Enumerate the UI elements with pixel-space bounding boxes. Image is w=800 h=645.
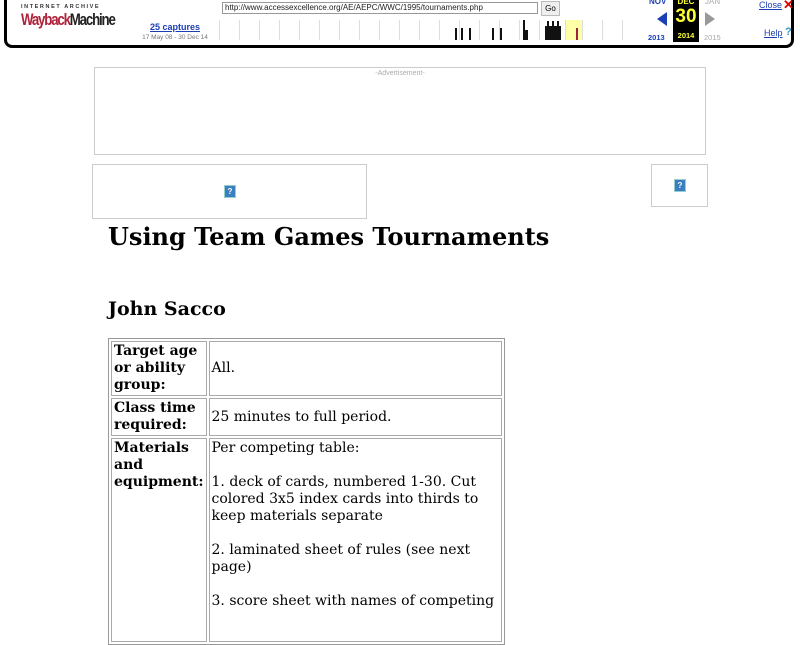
prev-year-label[interactable]: 2013 — [648, 33, 665, 42]
captures-link[interactable]: 25 captures — [149, 22, 201, 32]
current-day-label: 30 — [675, 6, 697, 27]
help-link[interactable]: Help — [764, 28, 783, 38]
row-value — [209, 438, 502, 642]
row-label: Class time required: — [111, 398, 207, 436]
materials-intro: Per competing table: — [211, 440, 360, 456]
current-capture-date — [673, 0, 699, 42]
ad-slot-right[interactable] — [651, 164, 708, 207]
row-label: Materials and equipment: — [111, 438, 207, 642]
close-link[interactable]: Close — [759, 0, 783, 10]
broken-image-icon: ? — [224, 185, 236, 198]
current-year-label: 2014 — [677, 31, 695, 40]
materials-item: 3. score sheet with names of competing — [211, 593, 495, 609]
prev-month-label[interactable]: NOV — [649, 0, 667, 6]
next-month-label: JAN — [705, 0, 721, 6]
table-row — [111, 438, 502, 642]
date-navigator — [645, 0, 731, 44]
author-name: John Sacco — [108, 298, 226, 320]
materials-item: 2. laminated sheet of rules (see next page) — [211, 542, 471, 575]
close-icon[interactable]: ✕ — [783, 0, 794, 12]
capture-timeline[interactable] — [219, 18, 643, 42]
materials-item: 1. deck of cards, numbered 1-30. Cut colored 3x5 index cards into thirds to keep materials separate — [211, 474, 479, 524]
next-capture-arrow-icon — [705, 12, 715, 26]
go-button[interactable]: Go — [541, 1, 560, 16]
captures-info — [135, 22, 215, 41]
table-row — [111, 398, 502, 436]
help-icon[interactable]: ? — [785, 26, 792, 38]
next-year-label: 2015 — [704, 33, 721, 42]
row-value: All. — [209, 341, 502, 396]
advertisement-label: -Advertisement- — [375, 70, 425, 77]
ad-slot-left[interactable] — [92, 164, 367, 219]
lesson-info-table — [108, 338, 505, 645]
wayback-machine-wordmark: WaybackMachine — [21, 10, 115, 29]
page-title: Using Team Games Tournaments — [108, 222, 550, 251]
row-value: 25 minutes to full period. — [209, 398, 502, 436]
broken-image-icon: ? — [674, 179, 686, 192]
wayback-toolbar — [4, 0, 794, 48]
internet-archive-label: INTERNET ARCHIVE — [21, 4, 101, 10]
prev-capture-arrow-icon[interactable] — [657, 12, 667, 26]
wayback-logo[interactable] — [21, 4, 115, 40]
advertisement-banner — [94, 67, 706, 155]
url-input[interactable]: http://www.accessexcellence.org/AE/AEPC/WWC/1995/tournaments.php — [222, 2, 538, 14]
captures-range: 17 May 08 - 30 Dec 14 — [142, 34, 208, 41]
table-row — [111, 341, 502, 396]
row-label: Target age or ability group: — [111, 341, 207, 396]
timeline-current-year-highlight — [565, 20, 582, 40]
current-month-label: DEC — [677, 0, 695, 6]
